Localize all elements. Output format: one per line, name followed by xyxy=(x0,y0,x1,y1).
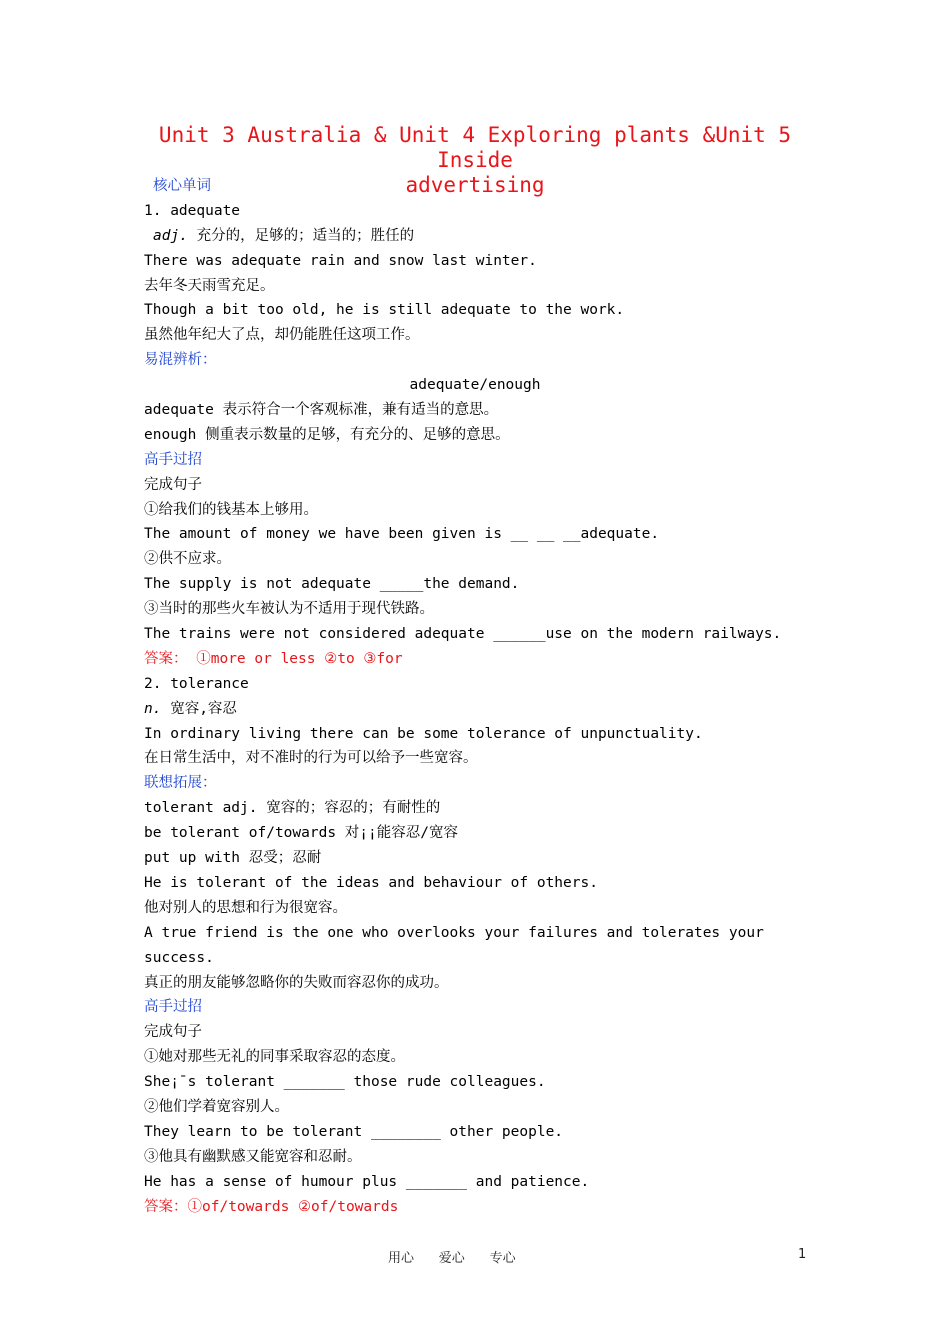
confusion-label: 易混辨析： xyxy=(144,352,217,369)
definition-text: 宽容,容忍 xyxy=(161,700,237,717)
word-definition xyxy=(144,224,806,249)
answer-line: 答案：①of/towards ②of/towards xyxy=(144,1198,399,1215)
footer-slogan: 用心 爱心 专心 xyxy=(388,1251,516,1266)
practice-label: 高手过招 xyxy=(144,999,202,1016)
title-line-2: advertising xyxy=(405,173,545,197)
document-body xyxy=(144,174,806,1219)
question-zh: ③当时的那些火车被认为不适用于现代铁路。 xyxy=(144,601,434,618)
question-zh: ①给我们的钱基本上够用。 xyxy=(144,501,318,518)
example-zh: 去年冬天雨雪充足。 xyxy=(144,277,275,294)
word-definition xyxy=(144,697,806,722)
extend-item: be tolerant of/towards 对¡¡能容忍/宽容 xyxy=(144,825,458,842)
part-of-speech: adj. xyxy=(153,227,188,244)
word-heading: 1. adequate xyxy=(144,202,241,219)
example-zh: 虽然他年纪大了点，却仍能胜任这项工作。 xyxy=(144,327,420,344)
question-en: He has a sense of humour plus _______ and patience. xyxy=(144,1173,590,1190)
section-heading: 核心单词 xyxy=(153,178,211,194)
question-en: They learn to be tolerant ________ other people. xyxy=(144,1123,564,1140)
extend-label: 联想拓展： xyxy=(144,775,217,792)
question-zh: ③他具有幽默感又能宽容和忍耐。 xyxy=(144,1148,362,1165)
page-number: 1 xyxy=(798,1247,807,1262)
definition-text: 充分的，足够的；适当的；胜任的 xyxy=(187,227,415,244)
title-line-1: Unit 3 Australia & Unit 4 Exploring plants &Unit 5 Inside xyxy=(158,123,792,172)
example-zh: 在日常生活中，对不准时的行为可以给予一些宽容。 xyxy=(144,750,478,767)
question-en: The amount of money we have been given is __ __ __adequate. xyxy=(144,526,660,543)
extend-item: put up with 忍受；忍耐 xyxy=(144,850,322,867)
example-en: A true friend is the one who overlooks your failures and tolerates your xyxy=(144,924,764,941)
question-en: She¡¯s tolerant _______ those rude colleagues. xyxy=(144,1074,546,1091)
page-footer xyxy=(0,1247,950,1267)
complete-sentence-label: 完成句子 xyxy=(144,476,202,493)
question-zh: ②他们学着宽容别人。 xyxy=(144,1098,289,1115)
answer-line: 答案： ①more or less ②to ③for xyxy=(144,650,403,667)
extend-item: tolerant adj. 宽容的；容忍的；有耐性的 xyxy=(144,800,441,817)
practice-label: 高手过招 xyxy=(144,451,202,468)
confusion-note: adequate 表示符合一个客观标准，兼有适当的意思。 xyxy=(144,402,499,419)
example-en: There was adequate rain and snow last winter. xyxy=(144,252,537,269)
example-en: He is tolerant of the ideas and behaviour of others. xyxy=(144,874,598,891)
example-zh: 他对别人的思想和行为很宽容。 xyxy=(144,899,347,916)
word-heading: 2. tolerance xyxy=(144,675,249,692)
example-en: In ordinary living there can be some tolerance of unpunctuality. xyxy=(144,725,703,742)
example-en: Though a bit too old, he is still adequate to the work. xyxy=(144,302,625,319)
confusion-pair: adequate/enough xyxy=(409,377,541,394)
example-zh: 真正的朋友能够忽略你的失败而容忍你的成功。 xyxy=(144,974,449,991)
question-zh: ②供不应求。 xyxy=(144,551,231,568)
confusion-note: enough 侧重表示数量的足够，有充分的、足够的意思。 xyxy=(144,426,510,443)
question-zh: ①她对那些无礼的同事采取容忍的态度。 xyxy=(144,1049,405,1066)
example-en: success. xyxy=(144,949,214,966)
complete-sentence-label: 完成句子 xyxy=(144,1024,202,1041)
question-en: The supply is not adequate _____the demand. xyxy=(144,576,520,593)
part-of-speech: n. xyxy=(144,700,162,717)
question-en: The trains were not considered adequate ______use on the modern railways. xyxy=(144,626,782,643)
